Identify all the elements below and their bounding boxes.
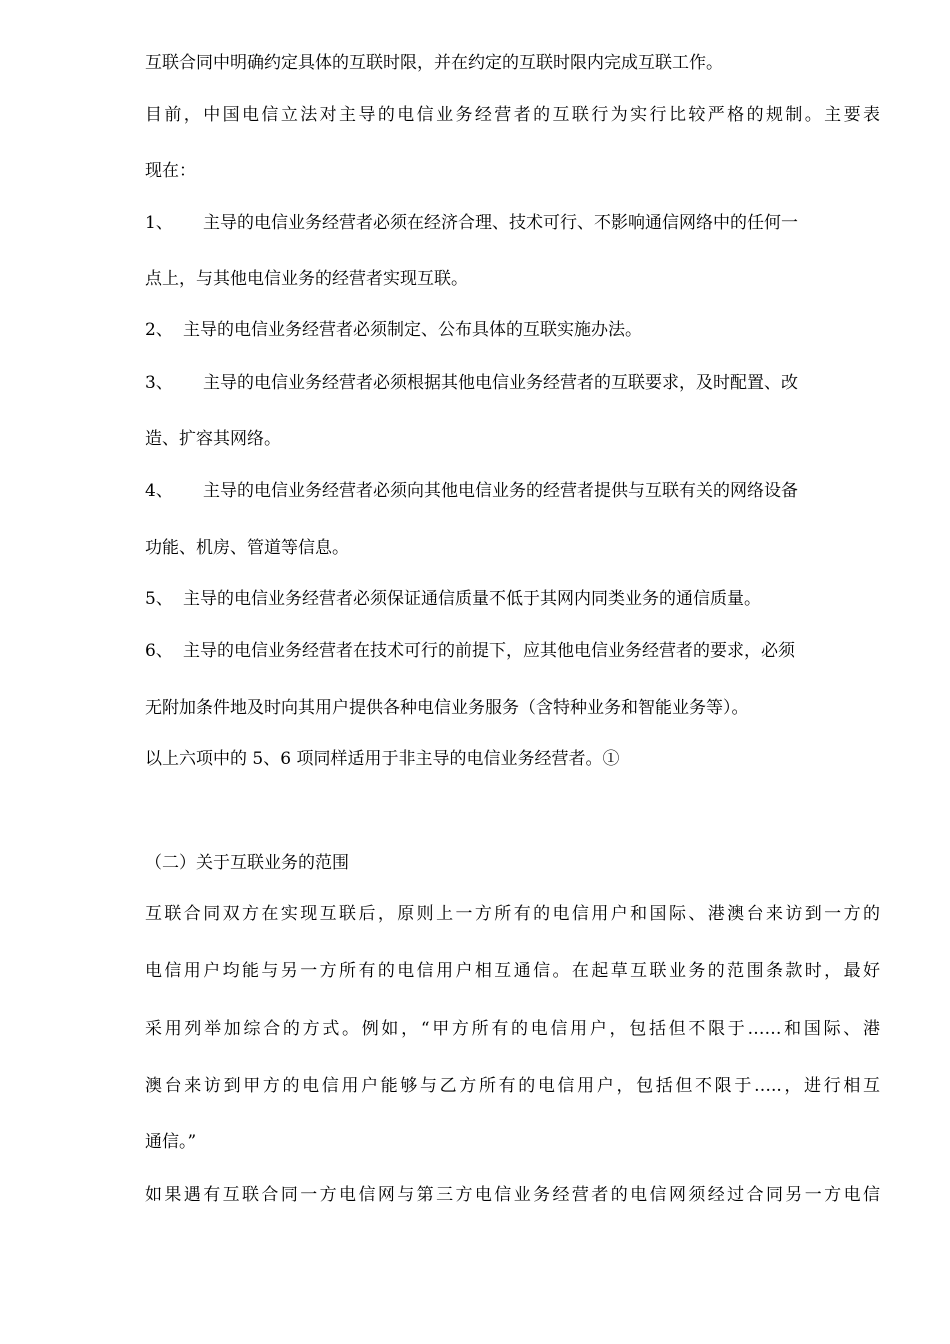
list-item-text: 主导的电信业务经营者在技术可行的前提下，应其他电信业务经营者的要求，必须 [183, 641, 795, 661]
paragraph-line: 通信。” [145, 1132, 197, 1152]
list-number: 4、 [145, 481, 173, 501]
paragraph-line: 电信用户均能与另一方所有的电信用户相互通信。在起草互联业务的范围条款时，最好 [145, 961, 880, 981]
list-item-text: 主导的电信业务经营者必须保证通信质量不低于其网内同类业务的通信质量。 [183, 589, 761, 609]
list-item-continuation: 无附加条件地及时向其用户提供各种电信业务服务（含特种业务和智能业务等）。 [145, 698, 749, 718]
paragraph-line: 如果遇有互联合同一方电信网与第三方电信业务经营者的电信网须经过合同另一方电信 [145, 1185, 880, 1205]
list-number: 6、 [145, 641, 173, 661]
list-number: 5、 [145, 589, 173, 609]
list-item-1 [145, 212, 880, 236]
paragraph-line: 现在： [145, 161, 196, 181]
section-heading: （二）关于互联业务的范围 [145, 853, 349, 873]
list-number: 2、 [145, 320, 173, 340]
list-item-2 [145, 319, 880, 343]
list-item-text: 主导的电信业务经营者必须制定、公布具体的互联实施办法。 [183, 320, 642, 340]
list-item-continuation: 造、扩容其网络。 [145, 429, 281, 449]
paragraph-line: 目前，中国电信立法对主导的电信业务经营者的互联行为实行比较严格的规制。主要表 [145, 105, 880, 125]
paragraph-line: 互联合同双方在实现互联后，原则上一方所有的电信用户和国际、港澳台来访到一方的 [145, 904, 880, 924]
paragraph-line: 采用列举加综合的方式。例如，“甲方所有的电信用户，包括但不限于……和国际、港 [145, 1019, 880, 1039]
list-item-continuation: 功能、机房、管道等信息。 [145, 538, 349, 558]
summary-line: 以上六项中的 5、6 项同样适用于非主导的电信业务经营者。① [145, 749, 620, 769]
paragraph-line: 互联合同中明确约定具体的互联时限，并在约定的互联时限内完成互联工作。 [145, 53, 723, 73]
list-item-3 [145, 372, 880, 396]
list-number: 1、 [145, 213, 173, 233]
list-item-continuation: 点上，与其他电信业务的经营者实现互联。 [145, 269, 468, 289]
list-number: 3、 [145, 373, 173, 393]
list-item-text: 主导的电信业务经营者必须向其他电信业务的经营者提供与互联有关的网络设备 [203, 481, 798, 501]
list-item-text: 主导的电信业务经营者必须根据其他电信业务经营者的互联要求，及时配置、改 [203, 373, 798, 393]
list-item-5 [145, 588, 880, 612]
list-item-text: 主导的电信业务经营者必须在经济合理、技术可行、不影响通信网络中的任何一 [203, 213, 798, 233]
list-item-4 [145, 480, 880, 504]
list-item-6 [145, 640, 880, 664]
paragraph-line: 澳台来访到甲方的电信用户能够与乙方所有的电信用户，包括但不限于…..，进行相互 [145, 1076, 880, 1096]
